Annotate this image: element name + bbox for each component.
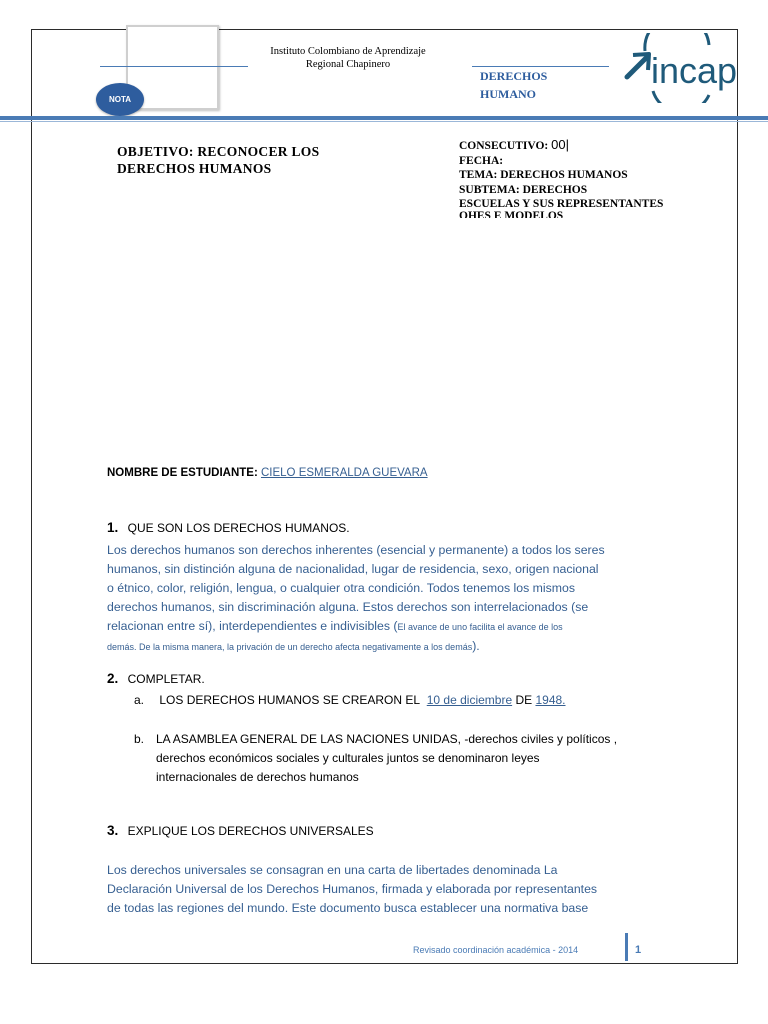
- question-3: [107, 823, 374, 838]
- item-a-text: LOS DERECHOS HUMANOS SE CREARON EL: [159, 693, 421, 707]
- header-divider: [0, 116, 768, 120]
- question-2-number: 2.: [107, 671, 119, 686]
- header-rule-left: [100, 66, 248, 67]
- footer-review-note: Revisado coordinación académica - 2014: [413, 945, 579, 955]
- item-a-date: 10 de diciembre: [426, 693, 513, 707]
- consecutivo: [459, 138, 699, 154]
- student-name-row: [107, 467, 428, 479]
- header-divider-thin: [0, 121, 768, 122]
- nota-badge: NOTA: [96, 83, 144, 116]
- objective-line-2: DERECHOS HUMANOS: [117, 161, 272, 176]
- item-b-line-1: LA ASAMBLEA GENERAL DE LAS NACIONES UNIDAS, -derechos civiles y políticos ,: [156, 732, 618, 746]
- student-label: NOMBRE DE ESTUDIANTE:: [107, 467, 258, 479]
- document-meta: [459, 138, 699, 218]
- answer-3-line-3: de todas las regiones del mundo. Este documento busca establecer una normativa base: [107, 901, 589, 915]
- institution-line-2: Regional Chapinero: [305, 59, 391, 70]
- header-title: [480, 67, 580, 103]
- item-a-label: a.: [134, 693, 145, 707]
- page-number: 1: [635, 944, 642, 956]
- answer-3: [107, 861, 662, 918]
- student-name: CIELO ESMERALDA GUEVARA: [260, 467, 428, 479]
- objective-line-1: OBJETIVO: RECONOCER LOS: [117, 144, 320, 159]
- item-b-label: b.: [134, 732, 145, 746]
- answer-1-line-6-end: ).: [472, 639, 480, 653]
- consecutivo-label: CONSECUTIVO:: [459, 140, 549, 152]
- tema: TEMA: DERECHOS HUMANOS: [459, 169, 628, 181]
- subtema-line-3-cut: OHES E MODELOS: [459, 210, 564, 218]
- fecha-label: FECHA:: [459, 154, 504, 167]
- question-2-text: COMPLETAR.: [127, 672, 205, 686]
- answer-3-line-2: Declaración Universal de los Derechos Humanos, firmada y elaborada por representantes: [107, 882, 598, 896]
- answer-1-line-5: [107, 617, 662, 637]
- header-title-line-1: DERECHOS: [480, 69, 548, 83]
- item-a-year: 1948.: [535, 693, 566, 707]
- question-2-item-a: [134, 691, 566, 710]
- answer-1: [107, 541, 662, 657]
- footer-divider: [625, 933, 628, 961]
- answer-1-line-5-note: El avance de uno facilita el avance de los: [397, 622, 563, 632]
- question-2: [107, 671, 205, 686]
- answer-1-line-2: humanos, sin distinción alguna de nacionalidad, lugar de residencia, sexo, origen nacional: [107, 562, 599, 576]
- answer-3-line-1: Los derechos universales se consagran en una carta de libertades denominada La: [107, 863, 558, 877]
- answer-1-line-6-note: demás. De la misma manera, la privación de un derecho afecta negativamente a los demás: [107, 642, 473, 652]
- incap-logo-icon: [621, 33, 761, 103]
- objective: [117, 143, 417, 177]
- question-3-text: EXPLIQUE LOS DERECHOS UNIVERSALES: [127, 824, 374, 838]
- consecutivo-value: 00|: [551, 138, 569, 152]
- logo-text: incap: [651, 50, 738, 91]
- item-b-line-2: derechos económicos sociales y culturales juntos se denominaron leyes: [156, 751, 540, 765]
- answer-1-line-3: o étnico, color, religión, lengua, o cualquier otra condición. Todos tenemos los mismos: [107, 581, 575, 595]
- institution-name: [248, 45, 448, 71]
- header-title-line-2: HUMANO: [480, 87, 536, 101]
- answer-1-line-4: derechos humanos, sin discriminación alguna. Estos derechos son interrelacionados (se: [107, 600, 589, 614]
- answer-1-line-6: [107, 637, 662, 657]
- item-a-de: DE: [515, 693, 533, 707]
- question-1-text: QUE SON LOS DERECHOS HUMANOS.: [127, 521, 350, 535]
- question-2-item-b: [134, 730, 654, 784]
- item-b-text: [156, 730, 656, 787]
- subtema-line-1: SUBTEMA: DERECHOS: [459, 183, 588, 196]
- answer-1-line-1: Los derechos humanos son derechos inherentes (esencial y permanente) a todos los seres: [107, 543, 605, 557]
- item-b-line-3: internacionales de derechos humanos: [156, 770, 359, 784]
- question-3-number: 3.: [107, 823, 119, 838]
- subtema-line-2: ESCUELAS Y SUS REPRESENTANTES: [459, 198, 664, 210]
- answer-1-line-5-main: relacionan entre sí), interdependientes e indivisibles (: [107, 619, 398, 633]
- question-1: [107, 520, 350, 535]
- question-1-number: 1.: [107, 520, 119, 535]
- institution-line-1: Instituto Colombiano de Aprendizaje: [270, 46, 426, 57]
